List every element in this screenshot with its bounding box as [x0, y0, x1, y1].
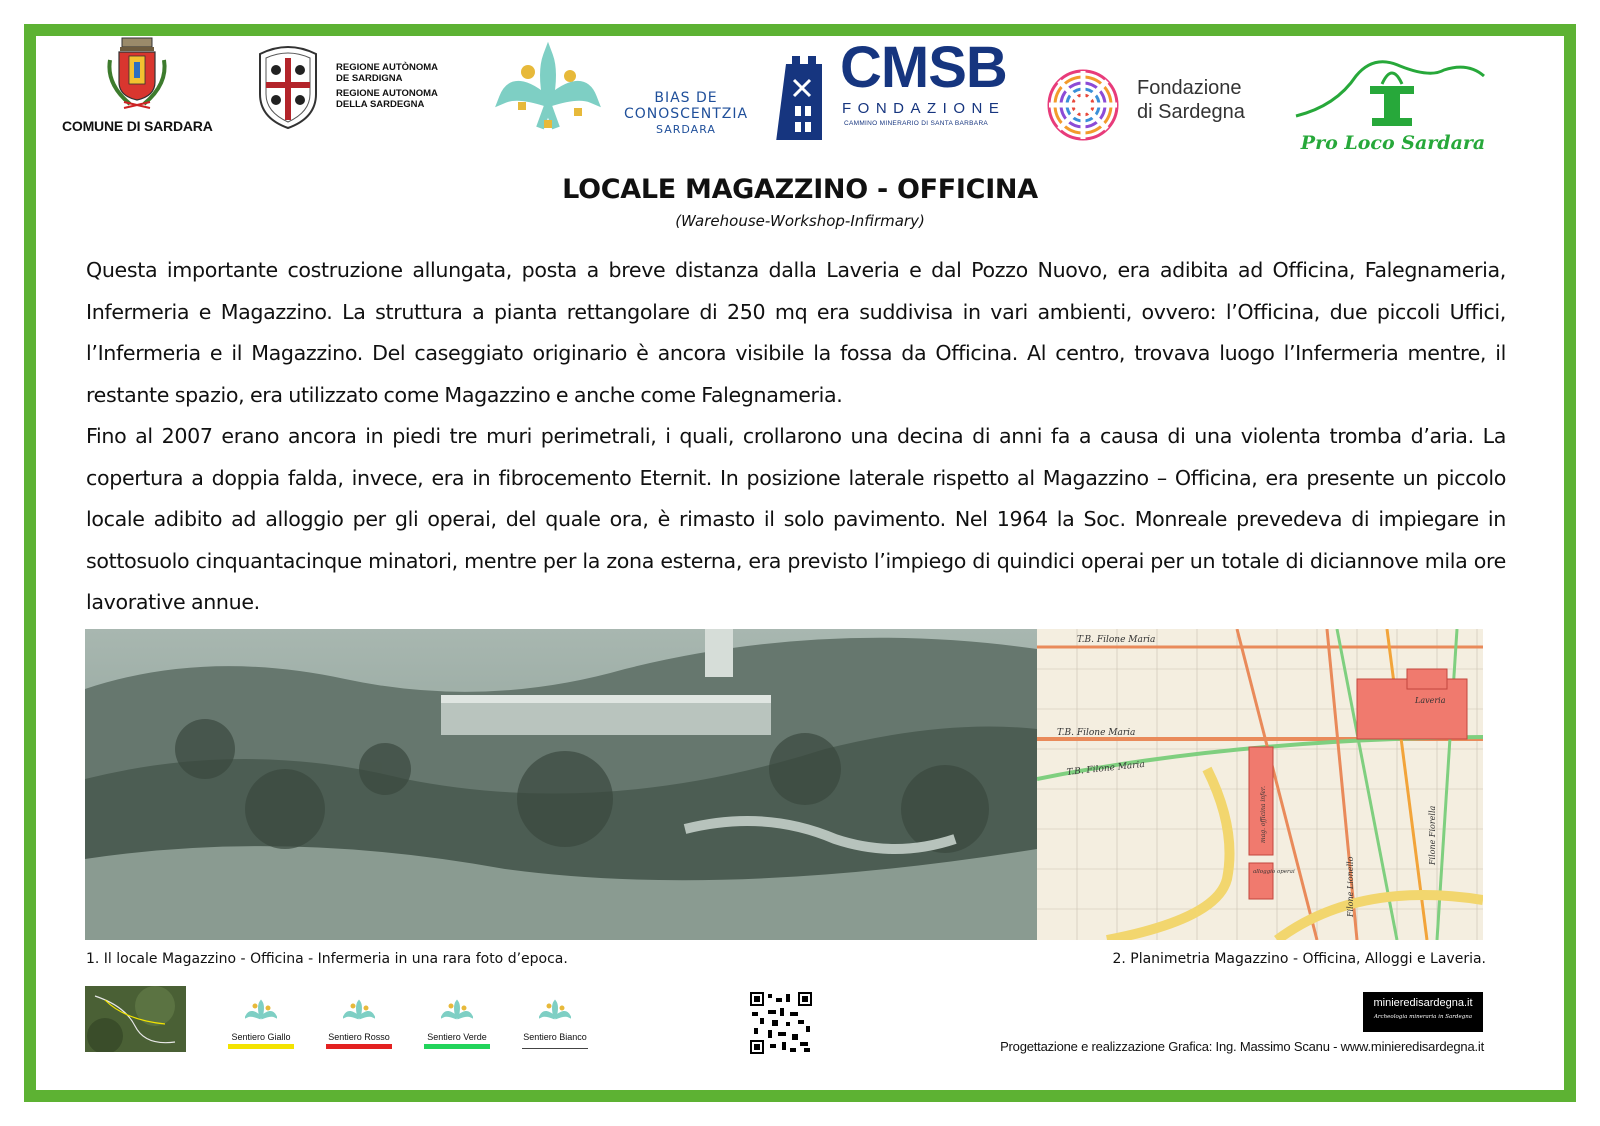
- pro-loco-sardara-logo: [1292, 54, 1492, 166]
- fountain-icon: [1292, 54, 1492, 136]
- trail-flower-icon: [441, 998, 473, 1030]
- paragraph: Fino al 2007 erano ancora in piedi tre muri perimetrali, i quali, crollarono una decina di anni fa a causa di una violenta tromba d’aria. La copertura a doppia falda, invece, era in fibrocemento Eternit. In posizione laterale rispetto al Magazzino – Officina, era presente un piccolo locale adibito ad alloggio per gli operai, del quale ora, è rimasto il solo pavimento. Nel 1964 la Soc. Monreale prevedeva di impiegare in sottosuolo cinquantacinque minatori, mentre per la zona esterna, era previsto l’impiego di quindici operai per un totale di diciannove mila ore lavorative annue.: [86, 424, 1506, 614]
- fondazione-line-2: di Sardegna: [1137, 101, 1245, 123]
- trail-label: Sentiero Giallo: [231, 1032, 291, 1042]
- historic-photo: [85, 629, 1037, 940]
- map-label-tb3: T.B. Filone Maria: [1066, 759, 1146, 778]
- trail-flower-icon: [539, 998, 571, 1030]
- page-subtitle: (Warehouse-Workshop-Infirmary): [675, 212, 925, 230]
- map-label-alloggio: alloggio operai: [1253, 869, 1295, 875]
- site-logo-tagline: Archeologia mineraria in Sardegna: [1373, 1014, 1473, 1020]
- cmsb-subtitle: CAMMINO MINERARIO DI SANTA BARBARA: [844, 120, 989, 127]
- fondazione-di-sardegna-logo: [1040, 62, 1280, 148]
- page-title: LOCALE MAGAZZINO - OFFICINA: [562, 174, 1038, 205]
- trail-minimap: [85, 986, 186, 1052]
- trail-color-bar: [228, 1044, 294, 1049]
- fondazione-line-1: Fondazione: [1137, 77, 1242, 99]
- trail-flower-icon: [343, 998, 375, 1030]
- trail-color-bar: [326, 1044, 392, 1049]
- bias-flower-icon: [478, 32, 618, 142]
- regione-line-4: DELLA SARDEGNA: [336, 99, 425, 110]
- bias-line-3: SARDARA: [656, 123, 716, 136]
- map-label-laveria: Laveria: [1415, 696, 1446, 705]
- comune-label: COMUNE DI SARDARA: [62, 118, 213, 134]
- tower-icon: [764, 40, 838, 140]
- regione-line-2: DE SARDIGNA: [336, 73, 403, 84]
- trail-bianco: [520, 998, 590, 1056]
- coat-of-arms-icon: [102, 32, 172, 114]
- aerial-map-icon: [85, 986, 186, 1052]
- map-caption: 2. Planimetria Magazzino - Officina, Alloggi e Laveria.: [1112, 951, 1486, 967]
- photo-image: [85, 629, 1037, 940]
- regione-line-1: REGIONE AUTÒNOMA: [336, 62, 439, 73]
- trail-flower-icon: [245, 998, 277, 1030]
- cmsb-name: CMSB: [840, 35, 1007, 100]
- site-logo-title: minieredisardegna.it: [1373, 997, 1473, 1009]
- cmsb-fondazione-logo: [764, 35, 1024, 140]
- bias-line-2: CONOSCENTZIA: [623, 106, 749, 122]
- regione-shield-icon: [248, 42, 328, 132]
- credits-text: Progettazione e realizzazione Grafica: Ing. Massimo Scanu - www.minieredisardegna.it: [1000, 1039, 1484, 1054]
- trail-color-bar: [522, 1044, 588, 1049]
- photo-caption: 1. Il locale Magazzino - Officina - Infermeria in una rara foto d’epoca.: [86, 951, 568, 967]
- trail-rosso: [324, 998, 394, 1056]
- paragraph: Questa importante costruzione allungata, posta a breve distanza dalla Laveria e dal Pozzo Nuovo, era adibita ad Officina, Falegnameria, Infermeria e Magazzino. La struttura a pianta rettangolare di 250 mq era suddivisa in vari ambienti, ovvero: l’Officina, due piccoli Uffici, l’Infermeria e il Magazzino. Del caseggiato originario è ancora visibile la fossa da Officina. Al centro, trovava luogo l’Infermeria mentre, il restante spazio, era utilizzato come Magazzino e anche come Falegnameria.: [86, 258, 1506, 407]
- map-label-tb2: T.B. Filone Maria: [1057, 728, 1136, 738]
- trail-label: Sentiero Verde: [427, 1032, 487, 1042]
- qr-code-icon: [750, 992, 812, 1054]
- trail-color-bar: [424, 1044, 490, 1049]
- map-label-officina: mag. officina infer.: [1260, 785, 1267, 843]
- trail-giallo: [226, 998, 296, 1056]
- cmsb-fondazione: FONDAZIONE: [842, 100, 1006, 117]
- map-label-lionello: Filone Lionello: [1346, 856, 1355, 917]
- qr-code[interactable]: [750, 992, 812, 1054]
- trail-label: Sentiero Rosso: [328, 1032, 390, 1042]
- map-label-fiorella: Filone Fiorella: [1428, 805, 1437, 865]
- trail-label: Sentiero Bianco: [523, 1032, 587, 1042]
- minieredisardegna-logo: [1363, 992, 1483, 1032]
- proloco-label: Pro Loco Sardara: [1300, 132, 1486, 154]
- regione-line-3: REGIONE AUTONOMA: [336, 88, 438, 99]
- fondazione-star-icon: [1040, 62, 1126, 148]
- body-text: [86, 250, 1506, 624]
- trail-verde: [422, 998, 492, 1056]
- comune-di-sardara-logo: [62, 32, 212, 142]
- map-label-tb1: T.B. Filone Maria: [1077, 635, 1156, 645]
- site-plan-map: [1037, 629, 1483, 940]
- bias-line-1: BIAS DE: [654, 90, 718, 106]
- bias-de-conoscentzia-logo: [478, 32, 758, 142]
- regione-sardegna-logo: [248, 42, 463, 132]
- map-image: [1037, 629, 1483, 940]
